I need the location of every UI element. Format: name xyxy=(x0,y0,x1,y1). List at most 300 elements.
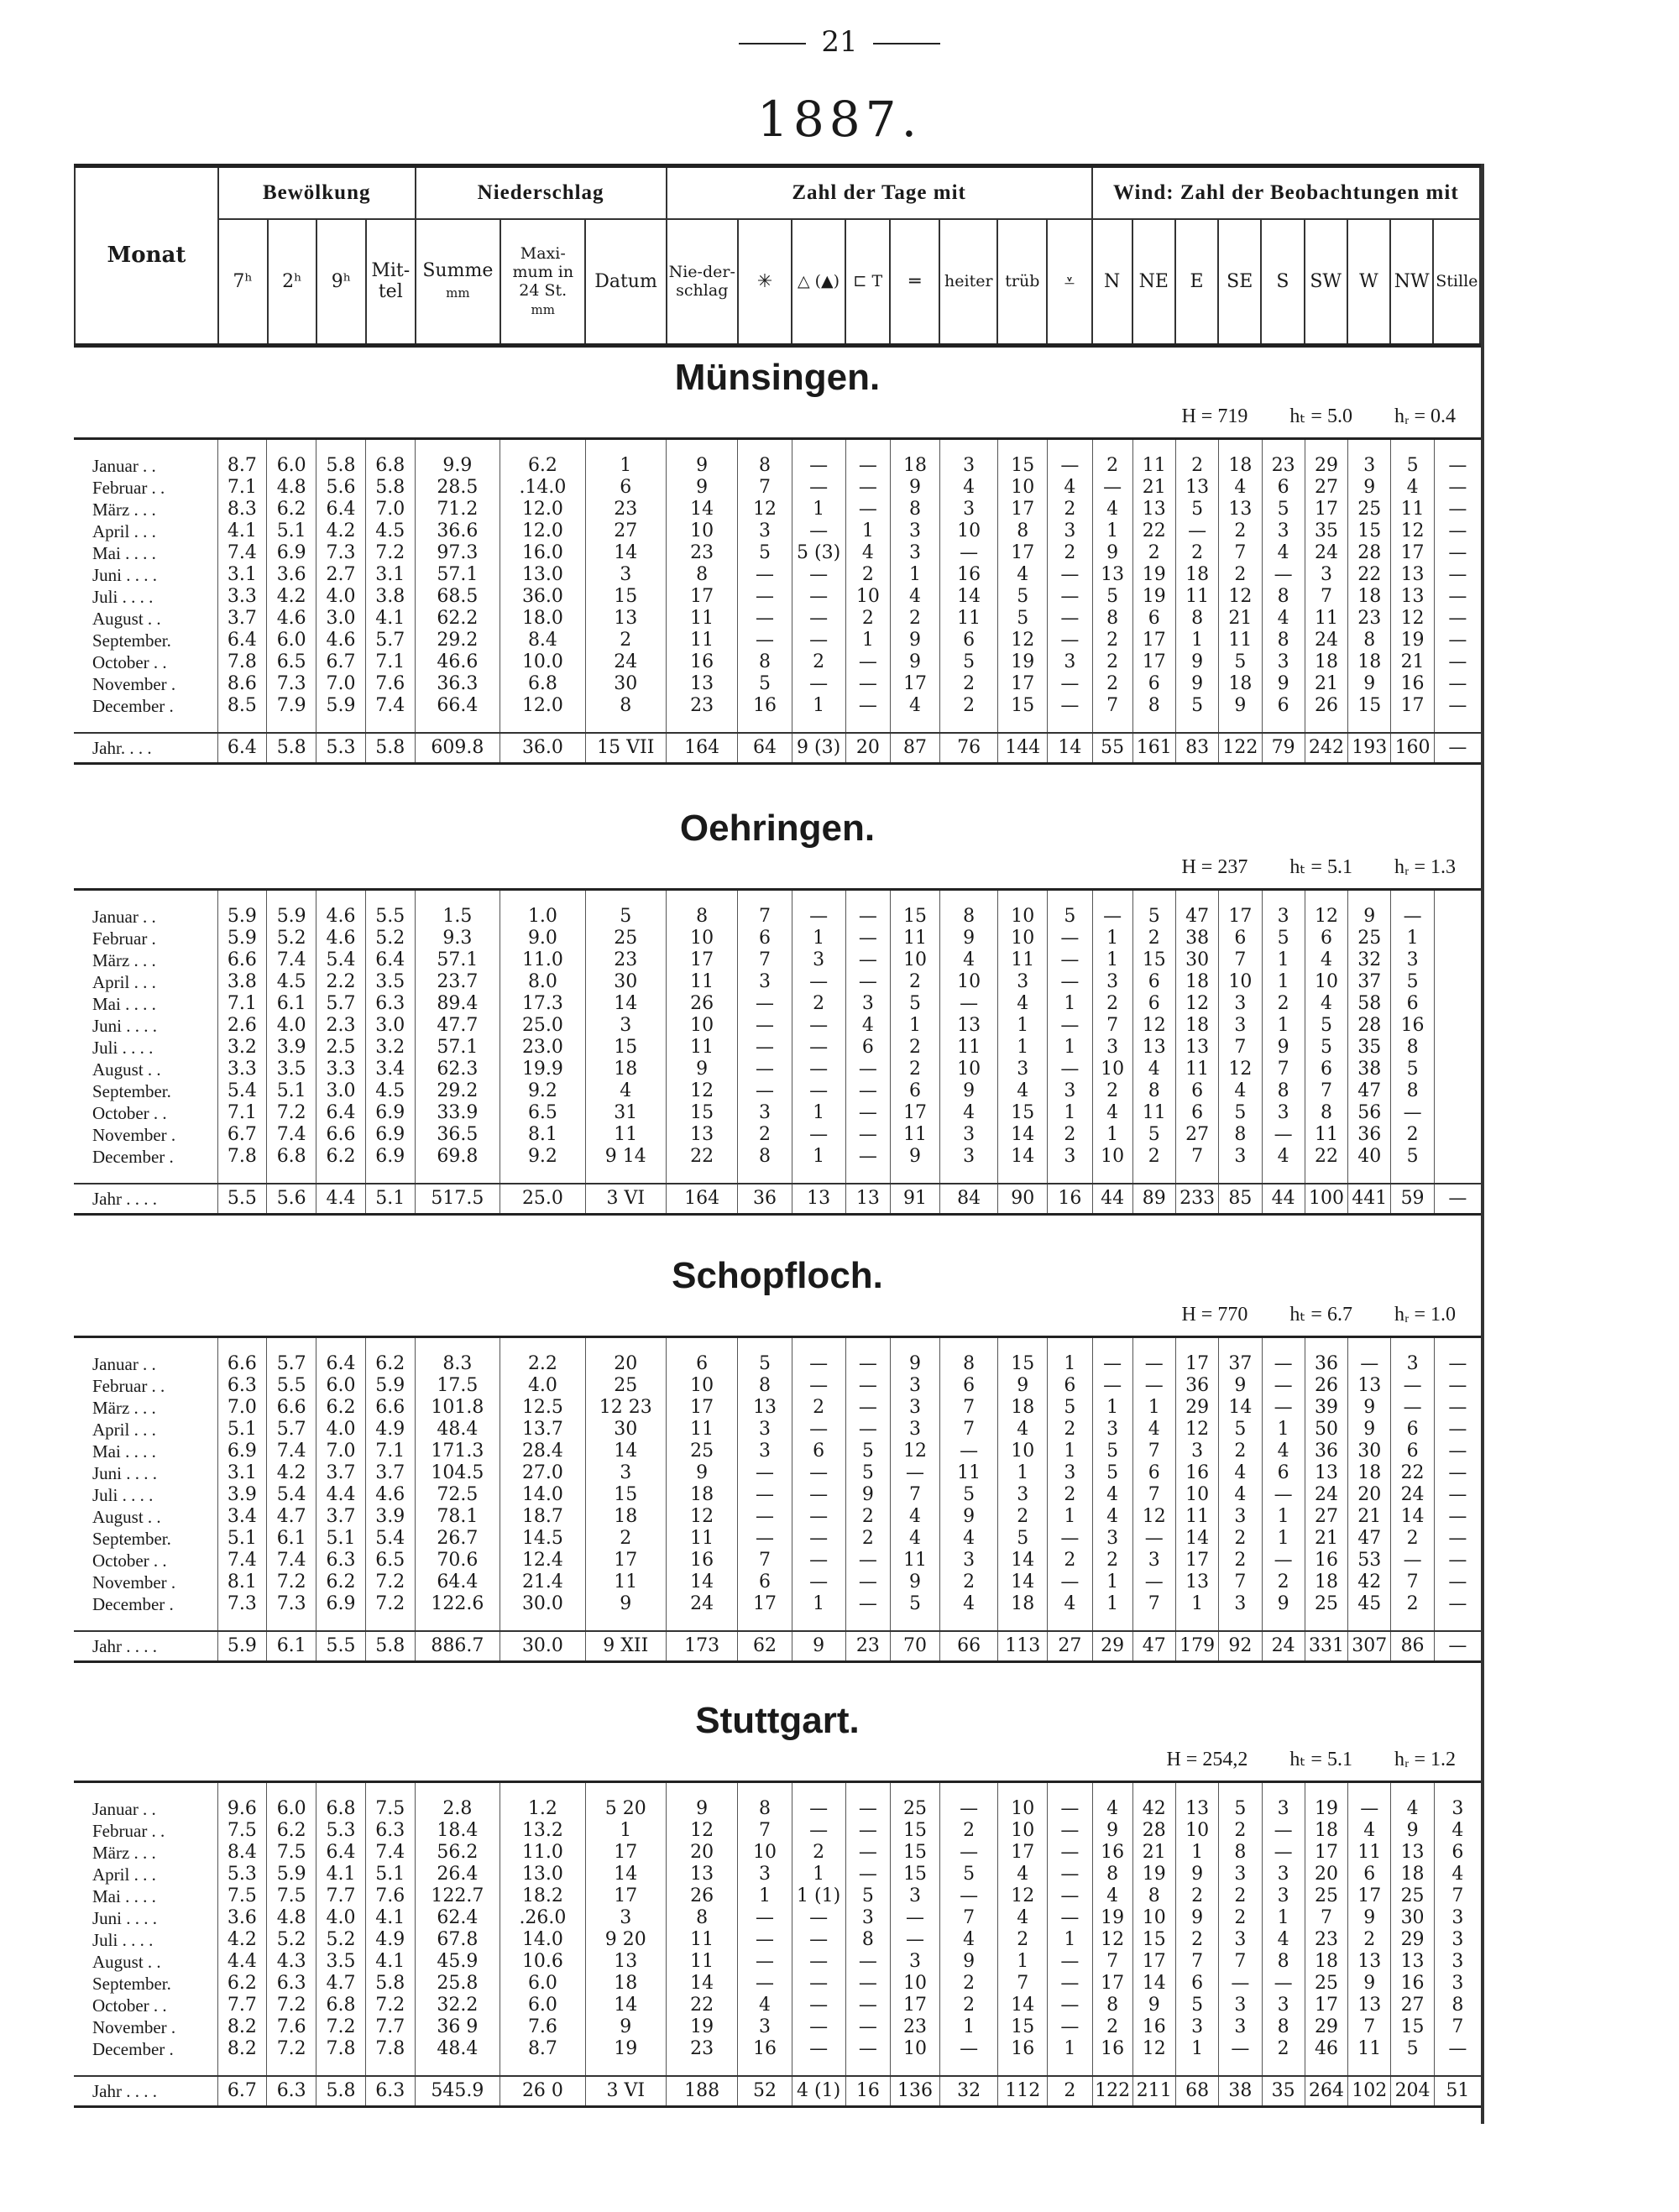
data-cell: 27 xyxy=(1305,477,1347,499)
data-cell: 3 xyxy=(585,1462,666,1484)
data-cell: 44 xyxy=(1092,1184,1132,1215)
data-cell: 62.2 xyxy=(415,608,500,630)
month-label: Mai . . . . xyxy=(92,1441,156,1462)
data-cell: — xyxy=(1132,1571,1175,1593)
data-cell: 9 xyxy=(939,1080,997,1102)
spacer-row xyxy=(74,439,1481,456)
month-label: November . xyxy=(92,1572,176,1592)
data-cell: 7.3 xyxy=(267,673,316,695)
month-label: October . . xyxy=(92,652,167,672)
data-cell: — xyxy=(1048,949,1092,971)
data-cell: 78.1 xyxy=(415,1506,500,1528)
col-stille: Stille xyxy=(1433,219,1480,345)
data-cell: 2 xyxy=(891,971,940,993)
data-cell: 25 xyxy=(891,1798,940,1820)
month-row xyxy=(74,455,1481,477)
data-cell: 16 xyxy=(1175,1462,1218,1484)
data-cell: 15 xyxy=(891,1820,940,1842)
data-cell: 36.0 xyxy=(500,586,586,608)
data-cell: 30 xyxy=(1391,1907,1434,1929)
data-cell: 7 xyxy=(738,1550,792,1571)
data-cell xyxy=(1434,1080,1481,1102)
data-cell: 4.0 xyxy=(267,1015,316,1037)
data-cell: 3 xyxy=(1092,1528,1132,1550)
data-cell: 3 xyxy=(1262,1995,1305,2016)
data-cell: — xyxy=(792,1951,845,1973)
month-row xyxy=(74,1080,1481,1102)
data-cell: .26.0 xyxy=(500,1907,586,1929)
data-cell: 5.5 xyxy=(267,1375,316,1397)
data-cell: 2 xyxy=(1132,1146,1175,1168)
data-cell: 19 xyxy=(1305,1798,1347,1820)
data-cell xyxy=(1434,1102,1481,1124)
data-cell: 5.7 xyxy=(267,1419,316,1441)
data-cell: 4 xyxy=(939,949,997,971)
data-cell: 9 14 xyxy=(585,1146,666,1168)
data-cell: 5.5 xyxy=(365,906,415,928)
data-cell: — xyxy=(738,1528,792,1550)
data-cell: 4 xyxy=(998,1419,1048,1441)
data-cell: 4 xyxy=(1219,1484,1262,1506)
data-cell: 6 xyxy=(891,1080,940,1102)
data-cell: 85 xyxy=(1219,1184,1262,1215)
data-cell: 3.6 xyxy=(217,1907,267,1929)
month-label: Jahr . . . . xyxy=(74,2076,217,2107)
station-table xyxy=(74,1781,1481,2108)
data-cell: 11 xyxy=(666,630,738,651)
data-cell: — xyxy=(1434,477,1481,499)
data-cell: 16 xyxy=(666,651,738,673)
data-cell: 4 xyxy=(845,1015,890,1037)
data-cell: 4.0 xyxy=(316,1419,366,1441)
data-cell: — xyxy=(939,993,997,1015)
data-cell: 7 xyxy=(1219,949,1262,971)
data-cell: — xyxy=(1434,586,1481,608)
data-cell: 164 xyxy=(666,1184,738,1215)
data-cell: — xyxy=(845,1864,890,1885)
data-cell: 1 xyxy=(998,1015,1048,1037)
data-cell: 6 xyxy=(1262,1462,1305,1484)
data-cell: 2 xyxy=(1175,455,1218,477)
data-cell: 7.8 xyxy=(217,1146,267,1168)
data-cell: 15 xyxy=(1348,695,1391,717)
data-cell: 14 xyxy=(585,542,666,564)
data-cell: — xyxy=(845,1146,890,1168)
spacer-row xyxy=(74,890,1481,907)
data-cell: 5 xyxy=(845,1462,890,1484)
data-cell: 8 xyxy=(738,651,792,673)
data-cell: 6 xyxy=(1175,1080,1218,1102)
data-cell: 3 xyxy=(1262,1102,1305,1124)
data-cell: 3 xyxy=(1175,1441,1218,1462)
data-cell: 12 xyxy=(1092,1929,1132,1951)
data-cell: 30 xyxy=(585,1419,666,1441)
data-cell: 62.3 xyxy=(415,1059,500,1080)
data-cell: 4 xyxy=(939,1593,997,1615)
data-cell: 19 xyxy=(585,2038,666,2060)
data-cell: 27 xyxy=(1305,1506,1347,1528)
data-cell: 136 xyxy=(891,2076,940,2107)
data-cell: 1 xyxy=(998,1951,1048,1973)
data-cell: 30 xyxy=(1348,1441,1391,1462)
data-cell: 8.4 xyxy=(217,1842,267,1864)
month-row xyxy=(74,1146,1481,1168)
data-cell: 122.7 xyxy=(415,1885,500,1907)
data-cell: — xyxy=(845,1397,890,1419)
data-cell: 11 xyxy=(891,1550,940,1571)
data-cell: 1 xyxy=(1048,1506,1092,1528)
month-label: September. xyxy=(92,1974,171,1994)
data-cell: 6 xyxy=(1132,1462,1175,1484)
data-cell: 3 xyxy=(1092,971,1132,993)
month-label: Februar . . xyxy=(92,478,165,498)
data-cell: 17 xyxy=(998,673,1048,695)
data-cell: — xyxy=(845,477,890,499)
data-cell: 9.6 xyxy=(217,1798,267,1820)
data-cell: 9 xyxy=(1175,1907,1218,1929)
data-cell: — xyxy=(1262,1484,1305,1506)
data-cell: — xyxy=(845,1973,890,1995)
data-cell: 3 xyxy=(1262,1798,1305,1820)
data-cell: 5 xyxy=(1048,906,1092,928)
data-cell: 3.1 xyxy=(217,1462,267,1484)
data-cell: 9.0 xyxy=(500,928,586,949)
data-cell: 4.1 xyxy=(365,1907,415,1929)
col-nw: NW xyxy=(1390,219,1433,345)
data-cell: 1 xyxy=(1048,993,1092,1015)
data-cell: 7 xyxy=(1434,2016,1481,2038)
data-cell: — xyxy=(1048,673,1092,695)
data-cell: 13 xyxy=(1391,586,1434,608)
data-cell: 3 xyxy=(998,1059,1048,1080)
data-cell: 3 xyxy=(1262,906,1305,928)
data-cell: — xyxy=(1434,651,1481,673)
data-cell: — xyxy=(845,1798,890,1820)
data-cell: 10.6 xyxy=(500,1951,586,1973)
data-cell: 15 xyxy=(1132,1929,1175,1951)
data-cell: 5.6 xyxy=(316,477,366,499)
data-cell: 5.5 xyxy=(217,1184,267,1215)
data-cell: — xyxy=(1048,586,1092,608)
data-cell: 6.2 xyxy=(267,1820,316,1842)
data-cell: 25 xyxy=(1305,1593,1347,1615)
header-table-frame xyxy=(74,164,1481,348)
data-cell: 101.8 xyxy=(415,1397,500,1419)
data-cell: 13 xyxy=(585,1951,666,1973)
data-cell: — xyxy=(1434,520,1481,542)
data-cell: 2 xyxy=(1391,1593,1434,1615)
data-cell: 3.3 xyxy=(217,1059,267,1080)
data-cell: 160 xyxy=(1391,733,1434,764)
data-cell: 7.1 xyxy=(217,1102,267,1124)
data-cell: 6 xyxy=(939,630,997,651)
data-cell: — xyxy=(738,1080,792,1102)
data-cell: 7.1 xyxy=(365,1441,415,1462)
data-cell: 14.0 xyxy=(500,1484,586,1506)
data-cell: 9 xyxy=(891,1146,940,1168)
data-cell: 11 xyxy=(666,1037,738,1059)
data-cell: 19 xyxy=(998,651,1048,673)
data-cell: 6.2 xyxy=(316,1146,366,1168)
data-cell: 7 xyxy=(1305,586,1347,608)
data-cell: 6 xyxy=(1305,928,1347,949)
data-cell: 6 xyxy=(1175,1973,1218,1995)
data-cell: 6.8 xyxy=(316,1798,366,1820)
data-cell: 29 xyxy=(1391,1929,1434,1951)
data-cell: — xyxy=(738,564,792,586)
month-row xyxy=(74,1798,1481,1820)
data-cell: 6.9 xyxy=(365,1124,415,1146)
data-cell: 2.2 xyxy=(316,971,366,993)
data-cell: 5.3 xyxy=(316,733,366,764)
data-cell: 8.7 xyxy=(500,2038,586,2060)
data-cell: 3 xyxy=(1048,1146,1092,1168)
data-cell: 16 xyxy=(845,2076,890,2107)
data-cell: 9 xyxy=(1262,1037,1305,1059)
data-cell: 2 xyxy=(1092,993,1132,1015)
data-cell: — xyxy=(845,1375,890,1397)
data-cell: 16 xyxy=(738,695,792,717)
data-cell: — xyxy=(792,2016,845,2038)
data-cell: 10 xyxy=(998,1798,1048,1820)
data-cell: 3.9 xyxy=(217,1484,267,1506)
data-cell: 2 xyxy=(1219,1820,1262,1842)
data-cell: 3 xyxy=(1434,1973,1481,1995)
data-cell: 6.9 xyxy=(217,1441,267,1462)
data-cell: 12 xyxy=(1219,586,1262,608)
station-heights: H = 770 hₜ = 6.7 hᵣ = 1.0 xyxy=(1181,1304,1456,1326)
data-cell: 19 xyxy=(1132,564,1175,586)
data-cell: 1 xyxy=(1262,1907,1305,1929)
data-cell: 2 xyxy=(1219,564,1262,586)
data-cell: 8 xyxy=(1132,1080,1175,1102)
data-cell: 6.0 xyxy=(267,455,316,477)
data-cell: 16 xyxy=(998,2038,1048,2060)
data-cell: 1 xyxy=(1092,520,1132,542)
data-cell: 18.7 xyxy=(500,1506,586,1528)
data-cell: — xyxy=(792,673,845,695)
fog-icon: ═ xyxy=(890,219,939,345)
data-cell: 17.3 xyxy=(500,993,586,1015)
data-cell: 1 xyxy=(792,1146,845,1168)
data-cell: 6.3 xyxy=(316,1550,366,1571)
data-cell: — xyxy=(792,1462,845,1484)
data-cell: 5 xyxy=(891,1593,940,1615)
data-cell: 4.6 xyxy=(316,928,366,949)
data-cell: 2 xyxy=(1092,1080,1132,1102)
data-cell: 171.3 xyxy=(415,1441,500,1462)
data-cell: 1 xyxy=(1048,1441,1092,1462)
data-cell: 7.2 xyxy=(316,2016,366,2038)
data-cell: 15 xyxy=(998,2016,1048,2038)
data-cell: 6.1 xyxy=(267,1528,316,1550)
data-cell: 6 xyxy=(1219,928,1262,949)
data-cell: 4 xyxy=(939,1528,997,1550)
data-cell: 10 xyxy=(891,2038,940,2060)
data-cell: 122.6 xyxy=(415,1593,500,1615)
data-cell: 2 xyxy=(939,673,997,695)
data-cell: 14 xyxy=(998,1995,1048,2016)
data-cell: 47 xyxy=(1348,1080,1391,1102)
data-cell: 193 xyxy=(1348,733,1391,764)
data-cell: 1 xyxy=(1262,971,1305,993)
data-cell: 4 xyxy=(1048,1593,1092,1615)
data-cell: 13 xyxy=(939,1015,997,1037)
data-cell: 20 xyxy=(845,733,890,764)
data-cell: 12 xyxy=(1132,1506,1175,1528)
data-cell: 58 xyxy=(1348,993,1391,1015)
data-cell: 2 xyxy=(792,651,845,673)
data-cell: 5.4 xyxy=(316,949,366,971)
data-cell: 9 xyxy=(666,1059,738,1080)
data-cell: 10 xyxy=(998,928,1048,949)
data-cell: 8 xyxy=(1092,1995,1132,2016)
data-cell: 36 xyxy=(1348,1124,1391,1146)
data-cell: 27 xyxy=(585,520,666,542)
data-cell: 4 xyxy=(1262,542,1305,564)
data-cell: 5 xyxy=(1219,1102,1262,1124)
data-cell: 7 xyxy=(1219,1571,1262,1593)
data-cell: — xyxy=(1262,1124,1305,1146)
data-cell: 1 xyxy=(891,564,940,586)
data-cell: 3 xyxy=(891,542,940,564)
data-cell: — xyxy=(845,1353,890,1375)
data-cell: — xyxy=(1391,906,1434,928)
month-label: Januar . . xyxy=(92,456,156,476)
data-cell: 8 xyxy=(1391,1037,1434,1059)
data-cell: 21.4 xyxy=(500,1571,586,1593)
data-cell: 19.9 xyxy=(500,1059,586,1080)
data-cell: 6.3 xyxy=(365,1820,415,1842)
month-row xyxy=(74,1973,1481,1995)
data-cell: 12.0 xyxy=(500,695,586,717)
data-cell: 9.9 xyxy=(415,455,500,477)
data-cell: 21 xyxy=(1305,1528,1347,1550)
data-cell: 2 xyxy=(738,1124,792,1146)
data-cell: 33.9 xyxy=(415,1102,500,1124)
data-cell: 3 xyxy=(585,564,666,586)
data-cell: 4.2 xyxy=(217,1929,267,1951)
data-cell: 4 xyxy=(998,993,1048,1015)
data-cell: 3 xyxy=(845,1907,890,1929)
data-cell: 23 xyxy=(891,2016,940,2038)
data-cell: 4 (1) xyxy=(792,2076,845,2107)
data-cell: — xyxy=(1434,1441,1481,1462)
data-cell: — xyxy=(1434,733,1481,764)
data-cell: 3 xyxy=(1434,1951,1481,1973)
data-cell: 6.0 xyxy=(267,630,316,651)
data-cell: 1 xyxy=(998,1462,1048,1484)
data-cell: 6 xyxy=(1132,993,1175,1015)
data-cell: 8.2 xyxy=(217,2016,267,2038)
month-label: August . . xyxy=(92,609,161,629)
data-cell: 8.1 xyxy=(217,1571,267,1593)
data-cell: 2 xyxy=(792,993,845,1015)
data-cell: — xyxy=(1434,1184,1481,1215)
data-cell: 17 xyxy=(998,542,1048,564)
data-cell: 17 xyxy=(891,1995,940,2016)
data-cell: 9 xyxy=(939,1951,997,1973)
data-cell: 7.4 xyxy=(267,1124,316,1146)
data-cell: 4 xyxy=(891,586,940,608)
data-cell: — xyxy=(792,971,845,993)
data-cell: 7 xyxy=(738,1820,792,1842)
month-label: September. xyxy=(92,630,171,651)
data-cell: 517.5 xyxy=(415,1184,500,1215)
data-cell: 9 xyxy=(585,1593,666,1615)
data-cell: 545.9 xyxy=(415,2076,500,2107)
data-cell xyxy=(1434,906,1481,928)
month-label: Jahr . . . . xyxy=(74,1631,217,1662)
data-cell: 6.4 xyxy=(217,733,267,764)
month-label: October . . xyxy=(92,1995,167,2016)
data-cell: — xyxy=(738,1951,792,1973)
data-cell: 2 xyxy=(891,608,940,630)
col-maximum: Maxi-mum in 24 St. mm xyxy=(500,219,585,345)
data-cell: 47 xyxy=(1132,1631,1175,1662)
data-cell: 7.6 xyxy=(267,2016,316,2038)
data-cell: — xyxy=(845,906,890,928)
data-cell: 6 xyxy=(939,1375,997,1397)
data-cell: 14 xyxy=(998,1124,1048,1146)
data-cell: — xyxy=(1048,1798,1092,1820)
data-cell: 11 xyxy=(666,608,738,630)
data-cell: 18 xyxy=(891,455,940,477)
data-cell: 2 xyxy=(1262,2038,1305,2060)
data-cell: 10 xyxy=(998,477,1048,499)
data-cell: 5.8 xyxy=(365,1973,415,1995)
data-cell: — xyxy=(792,586,845,608)
data-cell: 5.8 xyxy=(267,733,316,764)
data-cell: 13 xyxy=(1092,564,1132,586)
data-cell: 5 xyxy=(845,1885,890,1907)
data-cell: — xyxy=(1434,1571,1481,1593)
data-cell: 15 xyxy=(585,1484,666,1506)
data-cell: 9 xyxy=(939,1506,997,1528)
data-cell: 11 xyxy=(666,1929,738,1951)
col-7h: 7ʰ xyxy=(218,219,268,345)
data-cell: 17 xyxy=(891,673,940,695)
data-cell: 6.3 xyxy=(365,993,415,1015)
data-cell: 9 xyxy=(666,1798,738,1820)
data-cell: 122 xyxy=(1092,2076,1132,2107)
data-cell: — xyxy=(1262,1375,1305,1397)
data-cell: 3.1 xyxy=(217,564,267,586)
year-total-row xyxy=(74,2076,1481,2107)
data-cell: 13 xyxy=(845,1184,890,1215)
month-label: October . . xyxy=(92,1103,167,1123)
data-cell: 9 xyxy=(666,477,738,499)
data-cell: 7 xyxy=(1262,1059,1305,1080)
data-cell: 17 xyxy=(1305,1995,1347,2016)
data-cell: 6.0 xyxy=(500,1995,586,2016)
data-cell: 4 xyxy=(1092,1798,1132,1820)
data-cell: 14.0 xyxy=(500,1929,586,1951)
data-cell: 36.6 xyxy=(415,520,500,542)
data-cell: 11 xyxy=(666,1419,738,1441)
data-cell: 2 xyxy=(792,1397,845,1419)
data-cell: — xyxy=(1434,1462,1481,1484)
data-cell: 12 xyxy=(1175,993,1218,1015)
data-cell: 441 xyxy=(1348,1184,1391,1215)
data-cell: — xyxy=(1391,1397,1434,1419)
month-row xyxy=(74,971,1481,993)
data-cell: 11.0 xyxy=(500,949,586,971)
data-cell: 4.0 xyxy=(500,1375,586,1397)
data-cell: 25 xyxy=(666,1441,738,1462)
data-cell: 17.5 xyxy=(415,1375,500,1397)
data-cell: 3.7 xyxy=(217,608,267,630)
